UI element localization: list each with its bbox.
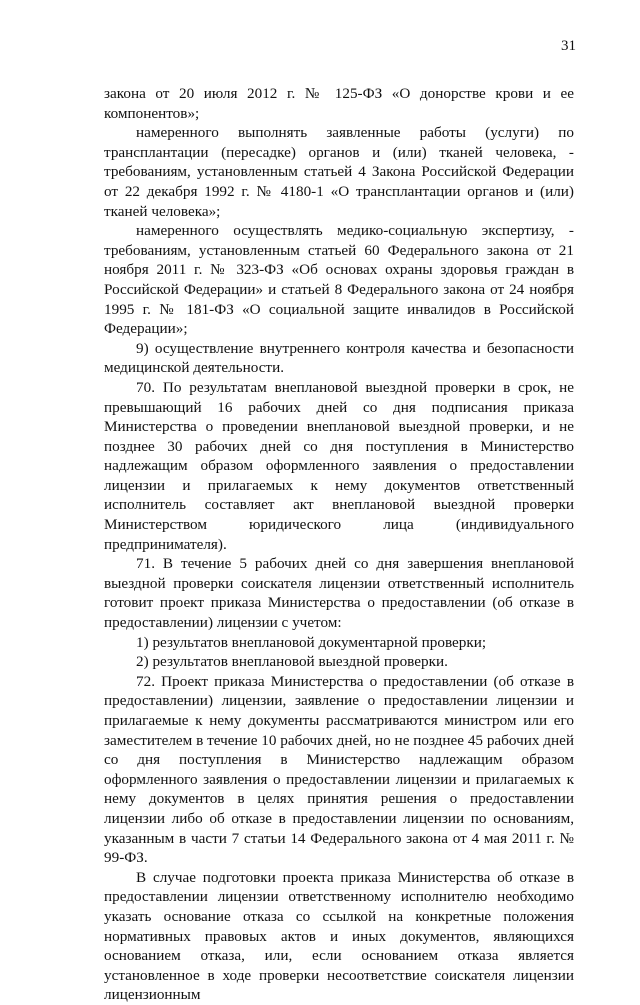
paragraph: В случае подготовки проекта приказа Министерства об отказе в предоставлении лицензии ответственному исполнителю необходимо указать основание отказа со ссылкой на конкретные положения нормативных правовых актов и иных документов, являющихся основанием отказа, или, если основанием отказа является установленное в ходе проверки несоответствие соискателя лицензии лицензионным	[104, 868, 574, 1004]
list-item: 1) результатов внеплановой документарной проверки;	[136, 633, 487, 651]
list-item: 2) результатов внеплановой выездной проверки.	[136, 653, 448, 671]
paragraph: закона от 20 июля 2012 г. № 125-ФЗ «О донорстве крови и ее компонентов»;	[104, 85, 574, 122]
page-number: 31	[561, 38, 576, 54]
paragraph: 72. Проект приказа Министерства о предоставлении (об отказе в предоставлении) лицензии, заявление о предоставлении лицензии и прилагаемые к нему документы рассматриваются министром или его заместителем в течение 10 рабочих дней, но не позднее 45 рабочих дней со дня поступления в Министерство надлежащим образом оформленного заявления о предоставлении лицензии и прилагаемых к нему документов в целях принятия решения о предоставлении лицензии либо об отказе в предоставлении лицензии по основаниям, указанным в части 7 статьи 14 Федерального закона от 4 мая 2011 г. № 99-ФЗ.	[104, 672, 574, 867]
paragraph: намеренного выполнять заявленные работы (услуги) по трансплантации (пересадке) органов и (или) тканей человека, - требованиям, установленным статьей 4 Закона Российской Федерации от 22 декабря 1992 г. № 4180-1 «О трансплантации органов и (или) тканей человека»;	[104, 124, 574, 220]
document-body	[104, 84, 574, 1005]
paragraph: 71. В течение 5 рабочих дней со дня завершения внеплановой выездной проверки соискателя лицензии ответственный исполнитель готовит проект приказа Министерства о предоставлении (об отказе в предоставлении) лицензии с учетом:	[104, 555, 574, 632]
paragraph: 9) осуществление внутреннего контроля качества и безопасности медицинской деятельности.	[104, 339, 574, 377]
paragraph: намеренного осуществлять медико-социальную экспертизу, - требованиям, установленным статьей 60 Федерального закона от 21 ноября 2011 г. № 323-ФЗ «Об основах охраны здоровья граждан в Российской Федерации» и статьей 8 Федерального закона от 24 ноября 1995 г. № 181-ФЗ «О социальной защите инвалидов в Российской Федерации»;	[104, 222, 574, 338]
paragraph: 70. По результатам внеплановой выездной проверки в срок, не превышающий 16 рабочих дней со дня подписания приказа Министерства о проведении внеплановой выездной проверки, и не позднее 30 рабочих дней со дня поступления в Министерство надлежащим образом оформленного заявления о предоставлении лицензии и прилагаемых к нему документов ответственный исполнитель составляет акт внеплановой выездной проверки Министерством юридического лица (индивидуального предпринимателя).	[104, 378, 574, 553]
